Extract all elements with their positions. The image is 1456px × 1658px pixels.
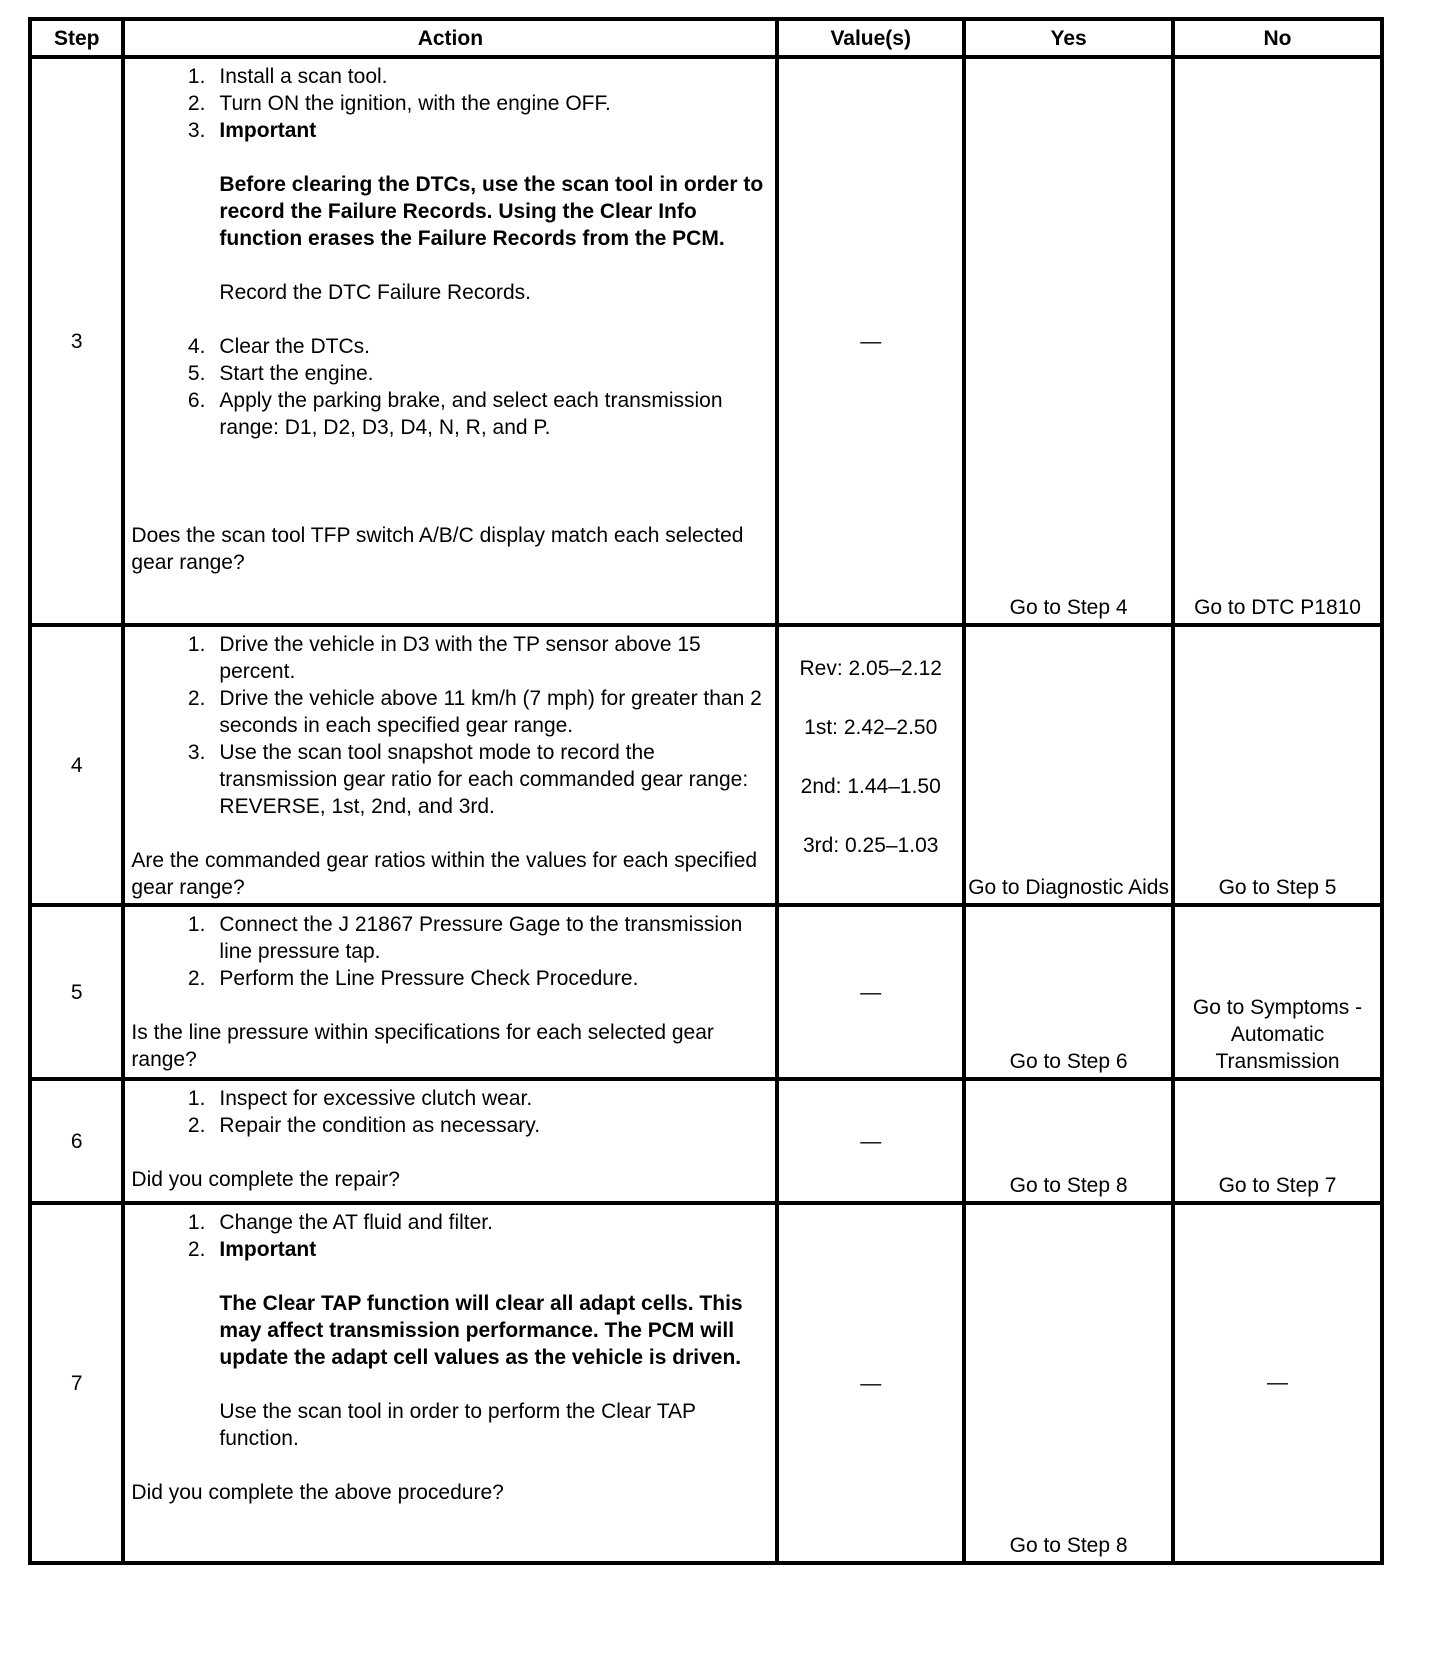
list-item: 2. Important [187, 1238, 317, 1261]
important-action: Use the scan tool in order to perform the Clear TAP function. [219, 1400, 696, 1450]
list-item: 2. Turn ON the ignition, with the engine OFF. [187, 92, 611, 115]
table-row-step-7 [30, 1203, 1382, 1563]
action-cell [123, 1079, 777, 1203]
value-cell: — [777, 1079, 964, 1203]
header-values: Value(s) [777, 19, 964, 57]
list-item: 1. Connect the J 21867 Pressure Gage to the transmission line pressure tap. [187, 913, 743, 963]
yes-link[interactable]: Go to Step 4 [964, 57, 1173, 625]
table-row-step-4 [30, 625, 1382, 905]
question: Are the commanded gear ratios within the values for each specified gear range? [131, 849, 758, 899]
value-2nd: 2nd: 1.44–1.50 [800, 775, 941, 798]
value-cell: — [777, 1203, 964, 1563]
important-note: Before clearing the DTCs, use the scan tool in order to record the Failure Records. Using the Clear Info function erases the Failure Records from the PCM. [219, 173, 764, 250]
no-link[interactable]: Go to Step 7 [1173, 1079, 1382, 1203]
step-number: 5 [30, 905, 123, 1079]
list-item: 1. Change the AT fluid and filter. [187, 1211, 493, 1234]
list-item: 1. Install a scan tool. [187, 65, 388, 88]
action-cell [123, 57, 777, 625]
list-item: 2. Perform the Line Pressure Check Procedure. [187, 967, 639, 990]
value-3rd: 3rd: 0.25–1.03 [802, 834, 939, 857]
list-item: 4. Clear the DTCs. [187, 335, 370, 358]
question: Does the scan tool TFP switch A/B/C display match each selected gear range? [131, 524, 744, 574]
header-row [30, 19, 1382, 57]
no-link[interactable]: Go to Symptoms - Automatic Transmission [1173, 905, 1382, 1079]
header-step: Step [30, 19, 123, 57]
action-cell [123, 905, 777, 1079]
step-number: 4 [30, 625, 123, 905]
list-item: 1. Inspect for excessive clutch wear. [187, 1087, 533, 1110]
diagnostic-table [28, 17, 1384, 1565]
no-value: — [1173, 1203, 1382, 1563]
no-link[interactable]: Go to Step 5 [1173, 625, 1382, 905]
list-item: 1. Drive the vehicle in D3 with the TP sensor above 15 percent. [187, 633, 701, 683]
table-row-step-5 [30, 905, 1382, 1079]
question: Did you complete the above procedure? [131, 1481, 504, 1504]
value-1st: 1st: 2.42–2.50 [804, 716, 938, 739]
table-row-step-3 [30, 57, 1382, 625]
list-item: 3. Use the scan tool snapshot mode to record the transmission gear ratio for each commanded gear range: REVERSE, 1st, 2nd, and 3rd. [187, 741, 749, 818]
yes-link[interactable]: Go to Diagnostic Aids [964, 625, 1173, 905]
list-item: 3. Important [187, 119, 317, 142]
header-action: Action [123, 19, 777, 57]
step-number: 3 [30, 57, 123, 625]
action-cell [123, 625, 777, 905]
list-item: 5. Start the engine. [187, 362, 374, 385]
step-number: 6 [30, 1079, 123, 1203]
list-item: 6. Apply the parking brake, and select each transmission range: D1, D2, D3, D4, N, R, and P. [187, 389, 723, 439]
question: Did you complete the repair? [131, 1168, 400, 1191]
step-number: 7 [30, 1203, 123, 1563]
value-cell: — [777, 905, 964, 1079]
important-note: The Clear TAP function will clear all adapt cells. This may affect transmission performance. The PCM will update the adapt cell values as the vehicle is driven. [219, 1292, 743, 1369]
yes-link[interactable]: Go to Step 8 [964, 1079, 1173, 1203]
action-cell [123, 1203, 777, 1563]
header-yes: Yes [964, 19, 1173, 57]
table-row-step-6 [30, 1079, 1382, 1203]
important-action: Record the DTC Failure Records. [219, 281, 532, 304]
value-rev: Rev: 2.05–2.12 [799, 657, 942, 680]
value-cell [777, 625, 964, 905]
no-link[interactable]: Go to DTC P1810 [1173, 57, 1382, 625]
yes-link[interactable]: Go to Step 8 [964, 1203, 1173, 1563]
list-item: 2. Drive the vehicle above 11 km/h (7 mph) for greater than 2 seconds in each specified gear range. [187, 687, 762, 737]
question: Is the line pressure within specifications for each selected gear range? [131, 1021, 714, 1071]
yes-link[interactable]: Go to Step 6 [964, 905, 1173, 1079]
header-no: No [1173, 19, 1382, 57]
list-item: 2. Repair the condition as necessary. [187, 1114, 541, 1137]
value-cell: — [777, 57, 964, 625]
